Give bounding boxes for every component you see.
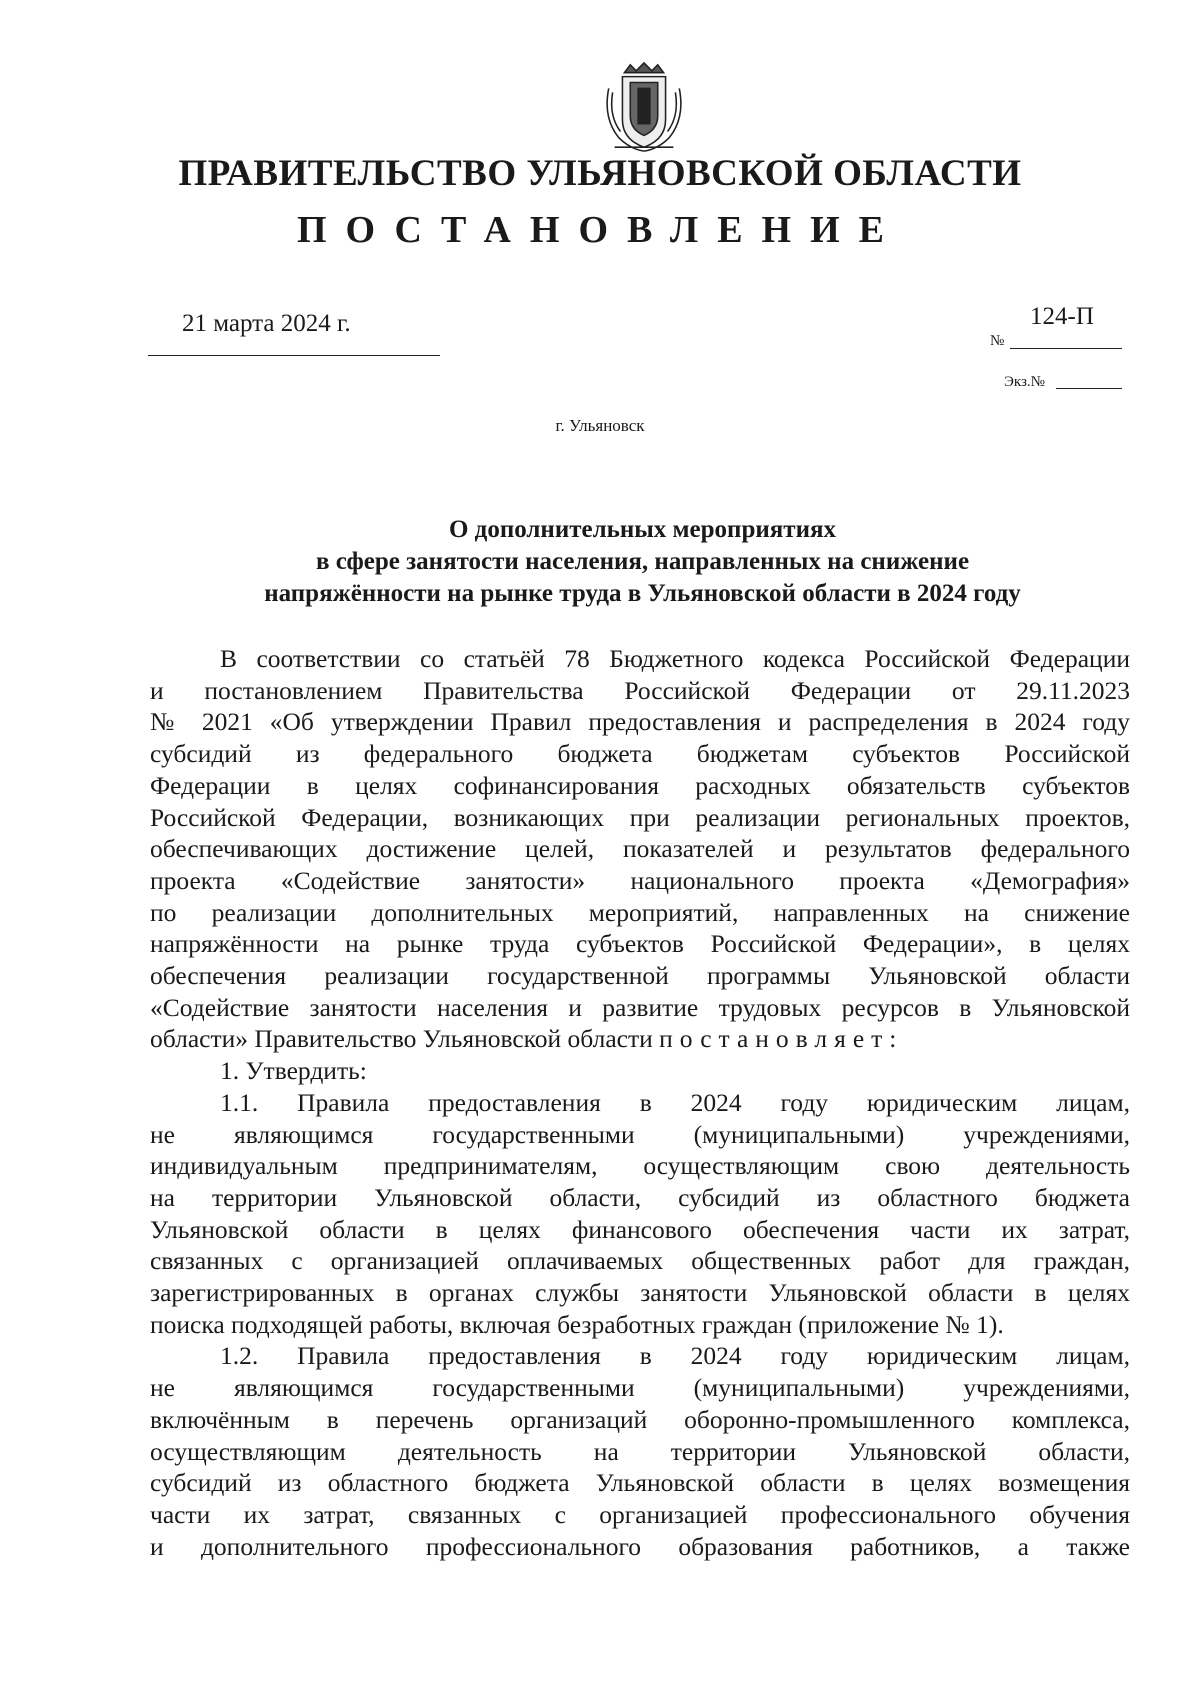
body-line: субсидий из федерального бюджета бюджетам субъектов Российской xyxy=(150,739,1130,769)
body-line: Российской Федерации, возникающих при реализации региональных проектов, xyxy=(150,802,1130,832)
clause-1: 1. Утвердить: xyxy=(220,1056,367,1086)
body-line: № 2021 «Об утверждении Правил предоставления и распределения в 2024 году xyxy=(150,707,1130,737)
heading-line: напряжённости на рынке труда в Ульяновской области в 2024 году xyxy=(264,580,1021,607)
body-line: не являющимся государственными (муниципальными) учреждениями, xyxy=(150,1373,1130,1403)
body-line: обеспечивающих достижение целей, показателей и результатов федерального xyxy=(150,834,1130,864)
body-line: по реализации дополнительных мероприятий, направленных на снижение xyxy=(150,897,1130,927)
date-underline xyxy=(148,355,440,356)
heading-line: в сфере занятости населения, направленных на снижение xyxy=(315,548,970,575)
document-date: 21 марта 2024 г. xyxy=(182,310,351,337)
body-line: на территории Ульяновской области, субсидий из областного бюджета xyxy=(150,1182,1130,1212)
body-line: и дополнительного профессионального образования работников, а также xyxy=(150,1531,1130,1561)
body-line: «Содействие занятости населения и развитие трудовых ресурсов в Ульяновской xyxy=(150,992,1130,1022)
body-line: обеспечения реализации государственной программы Ульяновской области xyxy=(150,961,1130,991)
body-line: напряжённости на рынке труда субъектов Российской Федерации», в целях xyxy=(150,929,1130,959)
document-body xyxy=(150,643,1130,1562)
body-line: не являющимся государственными (муниципальными) учреждениями, xyxy=(150,1119,1130,1149)
city: г. Ульяновск xyxy=(555,416,645,435)
body-line: зарегистрированных в органах службы занятости Ульяновской области в целях xyxy=(150,1278,1130,1308)
document-number: 124-П xyxy=(1030,303,1094,330)
body-line: проекта «Содействие занятости» национального проекта «Демография» xyxy=(150,865,1130,895)
body-line: субсидий из областного бюджета Ульяновской области в целях возмещения xyxy=(150,1468,1130,1498)
body-line: Ульяновской области в целях финансового обеспечения части их затрат, xyxy=(150,1214,1130,1244)
heading-line: О дополнительных мероприятиях xyxy=(448,516,837,543)
number-label: № xyxy=(990,333,1005,349)
copy-number-underline xyxy=(1056,388,1122,389)
body-line: области» Правительство Ульяновской области xyxy=(150,1024,653,1054)
body-line: В соответствии со статьёй 78 Бюджетного кодекса Российской Федерации xyxy=(220,644,1130,673)
copy-number-label: Экз.№ xyxy=(1004,374,1045,390)
coat-of-arms-emblem xyxy=(595,58,693,158)
body-line: и постановлением Правительства Российской Федерации от 29.11.2023 xyxy=(150,675,1130,705)
document-heading xyxy=(150,514,1135,610)
document-type: ПОСТАНОВЛЕНИЕ xyxy=(296,209,904,251)
number-underline xyxy=(1010,348,1122,349)
body-line: включённым в перечень организаций оборонно-промышленного комплекса, xyxy=(150,1404,1130,1434)
body-line-resolution xyxy=(150,1023,1130,1055)
clause-1-1: 1.1. Правила предоставления в 2024 году юридическим лицам, xyxy=(220,1087,1130,1117)
body-line: части их затрат, связанных с организацией профессионального обучения xyxy=(150,1499,1130,1529)
body-line: связанных с организацией оплачиваемых общественных работ для граждан, xyxy=(150,1246,1130,1276)
body-line: индивидуальным предпринимателям, осуществляющим свою деятельность xyxy=(150,1151,1130,1181)
resolves-word: постановляет: xyxy=(659,1024,904,1054)
body-line: поиска подходящей работы, включая безработных граждан (приложение № 1). xyxy=(150,1309,1004,1339)
organization-title: ПРАВИТЕЛЬСТВО УЛЬЯНОВСКОЙ ОБЛАСТИ xyxy=(178,153,1022,194)
body-line: осуществляющим деятельность на территории Ульяновской области, xyxy=(150,1436,1130,1466)
body-line: Федерации в целях софинансирования расходных обязательств субъектов xyxy=(150,770,1130,800)
clause-1-2: 1.2. Правила предоставления в 2024 году юридическим лицам, xyxy=(220,1341,1130,1371)
